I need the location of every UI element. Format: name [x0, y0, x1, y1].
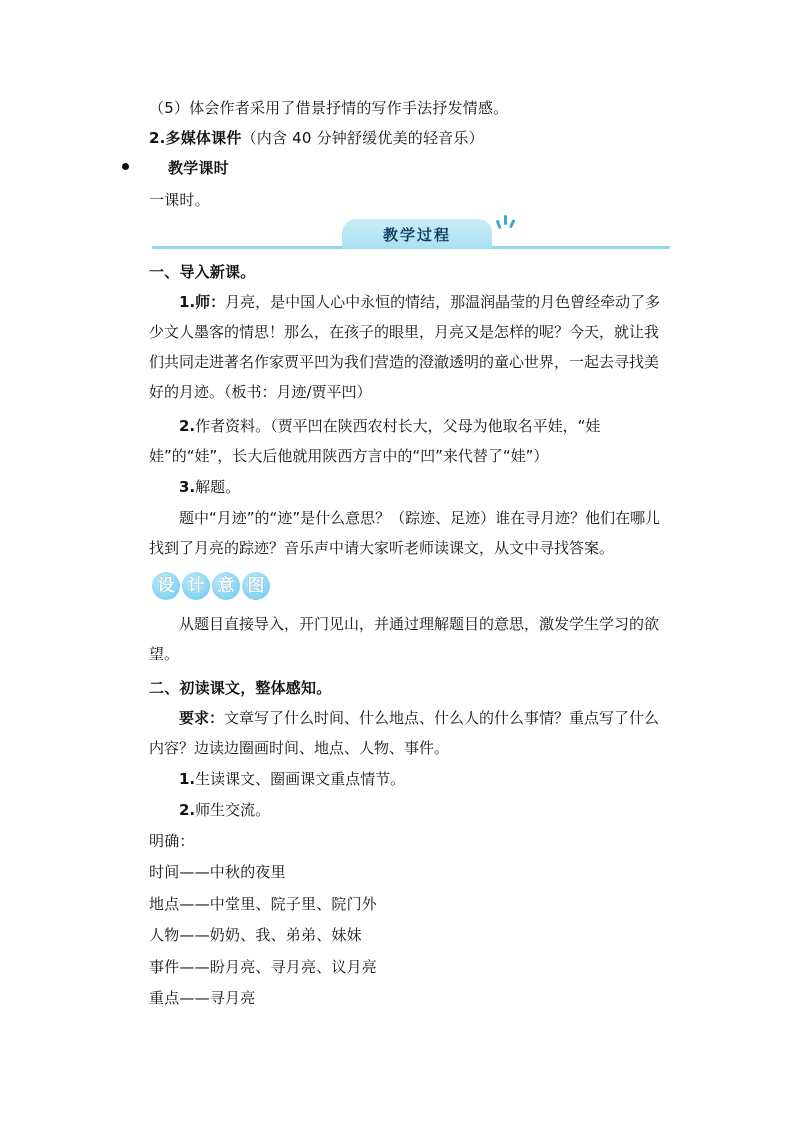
objective-5: （5）体会作者采用了借景抒情的写作手法抒发情感。	[149, 99, 509, 117]
step-1	[149, 764, 669, 794]
badge-char-1: 设	[152, 572, 180, 600]
requirement-paragraph	[149, 703, 669, 763]
step-2-text: 师生交流。	[195, 801, 271, 819]
materials-line	[149, 128, 484, 148]
badge-char-3: 意	[212, 572, 240, 600]
requirement-label: 要求：	[179, 709, 225, 727]
step-1-number: 1.	[179, 770, 196, 788]
step-1-text: 生读课文、圈画课文重点情节。	[195, 770, 406, 788]
section1-paragraph-3	[149, 472, 669, 502]
bullet-icon	[122, 163, 129, 170]
section-banner-title: 教学过程	[382, 226, 451, 244]
section1-paragraph-2	[149, 411, 669, 471]
step-2	[149, 795, 669, 825]
class-hours-value: 一课时。	[149, 191, 210, 209]
people-item: 人物——奶奶、我、弟弟、妹妹	[149, 926, 362, 944]
requirement-text: 文章写了什么时间、什么地点、什么人的什么事情？重点写了什么内容？边读边圈画时间、地点、人物、事件。	[149, 709, 660, 757]
teacher-label: 1.师：	[179, 293, 226, 311]
clarify-label: 明确：	[149, 832, 195, 850]
sparkle-icon	[494, 212, 520, 238]
design-intent-badge	[152, 572, 270, 602]
title-number: 3.	[179, 478, 196, 496]
section1-paragraph-1	[149, 287, 669, 407]
place-item: 地点——中堂里、院子里、院门外	[149, 895, 378, 913]
section1-paragraph-4	[149, 503, 669, 563]
title-text: 解题。	[195, 478, 241, 496]
badge-char-2: 计	[182, 572, 210, 600]
materials-detail: （内含 40 分钟舒缓优美的轻音乐）	[241, 129, 484, 147]
event-item: 事件——盼月亮、寻月亮、议月亮	[149, 958, 378, 976]
section1-heading: 一、导入新课。	[149, 263, 256, 281]
question-text: 题中“月迹”的“迹”是什么意思？（踪迹、足迹）谁在寻月迹？他们在哪儿找到了月亮的踪迹？音乐声中请大家听老师读课文，从文中寻找答案。	[149, 509, 661, 557]
teacher-text: 月亮，是中国人心中永恒的情结，那温润晶莹的月色曾经牵动了多少文人墨客的情思！那么，在孩子的眼里，月亮又是怎样的呢？今天，就让我们共同走进著名作家贾平凹为我们营造的澄澈透明的童心世界，一起去寻找美好的月迹。（板书：月迹/贾平凹）	[149, 293, 661, 401]
time-item: 时间——中秋的夜里	[149, 863, 286, 881]
design-intent-text	[149, 609, 669, 669]
focus-item: 重点——寻月亮	[149, 989, 256, 1007]
materials-label: 2.多媒体课件	[149, 129, 242, 147]
step-2-number: 2.	[179, 801, 196, 819]
design-intent-paragraph: 从题目直接导入，开门见山，并通过理解题目的意思，激发学生学习的欲望。	[149, 615, 660, 663]
class-hours-heading: 教学课时	[168, 159, 229, 177]
section2-heading: 二、初读课文，整体感知。	[149, 679, 332, 697]
author-number: 2.	[179, 417, 196, 435]
badge-char-4: 图	[242, 572, 270, 600]
author-text: 作者资料。（贾平凹在陕西农村长大，父母为他取名平娃，“娃娃”的“娃”，长大后他就用陕西方言中的“凹”来代替了“娃”）	[149, 417, 601, 465]
